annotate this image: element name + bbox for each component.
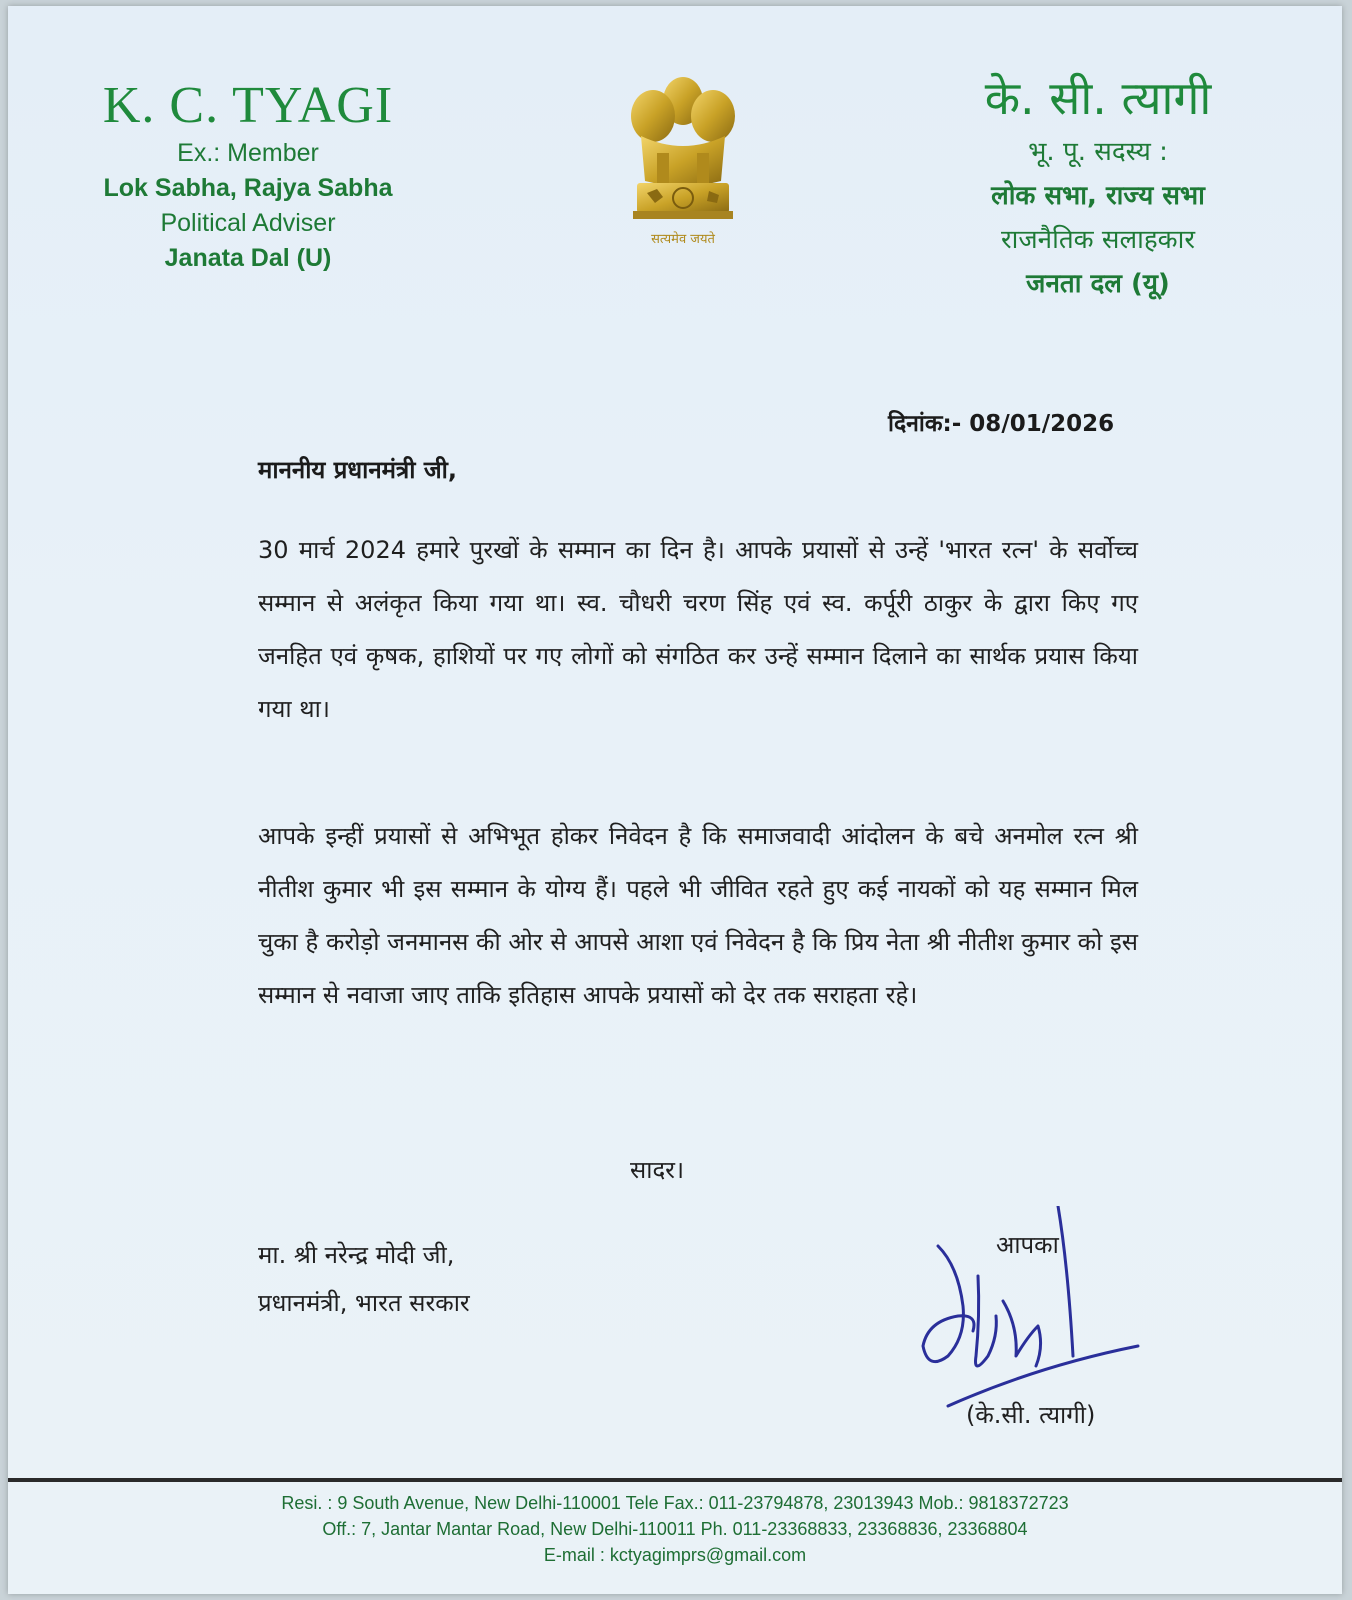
handwritten-signature	[918, 1206, 1178, 1426]
addressee-line: प्रधानमंत्री, भारत सरकार	[258, 1289, 470, 1317]
footer-contact	[8, 1490, 1342, 1568]
letterhead-hindi	[918, 66, 1278, 306]
addressee-block	[258, 1231, 470, 1327]
letterhead-english	[68, 76, 428, 276]
addressee-line: मा. श्री नरेन्द्र मोदी जी,	[258, 1241, 455, 1269]
sender-title-line: Political Adviser	[160, 209, 336, 237]
footer-office: Off.: 7, Jantar Mantar Road, New Delhi-110011 Ph. 011-23368833, 23368836, 23368804	[322, 1519, 1028, 1539]
body-paragraph: 30 मार्च 2024 हमारे पुरखों के सम्मान का दिन है। आपके प्रयासों से उन्हें 'भारत रत्न' के सर्वोच्च सम्मान से अलंकृत किया गया था। स्व. चौधरी चरण सिंह एवं स्व. कर्पूरी ठाकुर के द्वारा किए गए जनहित एवं कृषक, हाशियों पर गए लोगों को संगठित कर उन्हें सम्मान दिलाने का सार्थक प्रयास किया गया था।	[258, 536, 1138, 723]
footer-residence: Resi. : 9 South Avenue, New Delhi-110001 Tele Fax.: 011-23794878, 23013943 Mob.: 9818372723	[281, 1493, 1069, 1513]
signoff: आपका	[996, 1231, 1059, 1259]
footer-divider	[8, 1478, 1342, 1482]
body-paragraph: आपके इन्हीं प्रयासों से अभिभूत होकर निवेदन है कि समाजवादी आंदोलन के बचे अनमोल रत्न श्री नीतीश कुमार भी इस सम्मान के योग्य हैं। पहले भी जीवित रहते हुए कई नायकों को यह सम्मान मिल चुका है करोड़ो जनमानस की ओर से आपसे आशा एवं निवेदन है कि प्रिय नेता श्री नीतीश कुमार को इस सम्मान से नवाजा जाए ताकि इतिहास आपके प्रयासों को देर तक सराहता रहे।	[258, 822, 1138, 1009]
sender-title-line: Janata Dal (U)	[164, 244, 332, 272]
sender-name-hindi: के. सी. त्यागी	[984, 71, 1212, 125]
national-emblem-icon	[623, 61, 743, 256]
emblem-motto: सत्यमेव जयते	[651, 232, 715, 247]
salutation: माननीय प्रधानमंत्री जी,	[258, 456, 457, 484]
letter-page	[8, 6, 1342, 1594]
signatory-name: (के.सी. त्यागी)	[966, 1401, 1096, 1429]
sender-title-line: Lok Sabha, Rajya Sabha	[103, 174, 393, 202]
footer-email: E-mail : kctyagimprs@gmail.com	[543, 1545, 807, 1565]
letter-date: दिनांक:- 08/01/2026	[888, 411, 1115, 437]
sender-title-line: Ex.: Member	[177, 139, 319, 167]
sender-title-line: जनता दल (यू)	[1026, 269, 1170, 299]
sender-title-line: राजनैतिक सलाहकार	[1001, 225, 1195, 255]
closing: सादर।	[630, 1156, 685, 1184]
sender-title-line: भू. पू. सदस्य :	[1028, 137, 1168, 167]
sender-name-english: K. C. TYAGI	[102, 77, 394, 134]
sender-title-line: लोक सभा, राज्य सभा	[991, 181, 1205, 211]
